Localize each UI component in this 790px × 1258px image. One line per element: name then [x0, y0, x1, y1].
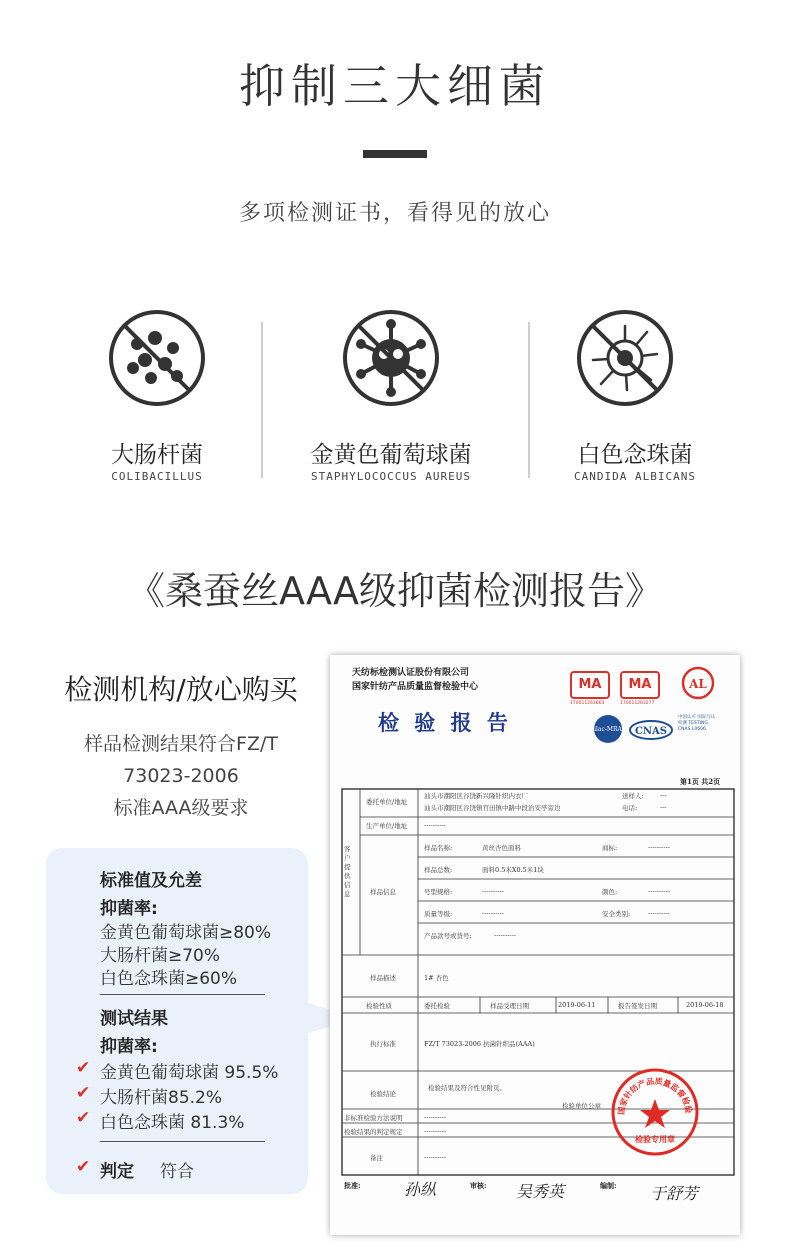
title-divider	[363, 150, 427, 158]
row-label: 执行标准	[370, 1040, 396, 1048]
desc-line: 73023-2006	[123, 765, 239, 787]
row-label: 生产单位/地址	[366, 822, 408, 830]
org-name: 天纺标检测认证股份有限公司	[352, 668, 470, 678]
desc-line: 样品检测结果符合FZ/T	[84, 733, 278, 755]
row-label: 颜色:	[602, 888, 618, 896]
bacteria-name-en: STAPHYLOCOCCUS AUREUS	[310, 470, 472, 483]
row-value: ----------	[424, 821, 446, 829]
row-label: 样品描述	[370, 974, 396, 982]
row-label: 报告签发日期	[618, 1002, 657, 1010]
std-item: 金黄色葡萄球菌≥80%	[100, 923, 272, 943]
page-info: 第1页 共2页	[680, 777, 721, 786]
cnas-logo-icon	[628, 719, 674, 741]
cma-logo-icon: MA	[570, 671, 610, 699]
bacteria-name-cn: 大肠杆菌	[111, 442, 203, 468]
cma-logo-icon: MA	[620, 671, 660, 699]
cal-logo-text: AL	[689, 677, 707, 691]
result-item: 白色念珠菌 81.3%	[100, 1113, 245, 1133]
check-icon: ✔	[76, 1108, 91, 1128]
verdict-value: 符合	[160, 1162, 194, 1182]
check-icon: ✔	[76, 1157, 91, 1177]
row-label: 备注	[370, 1154, 383, 1162]
row-value: ---	[660, 791, 667, 799]
row-value: ----------	[494, 931, 516, 939]
result-item: 金黄色葡萄球菌 95.5%	[100, 1063, 279, 1083]
bacteria-name-en: CANDIDA ALBICANS	[574, 470, 696, 483]
row-label: 送样人:	[622, 792, 644, 800]
left-panel-description	[36, 728, 326, 824]
row-value: 面料0.5米X0.5米1块	[482, 866, 544, 874]
row-label: 检验结论	[370, 1090, 396, 1098]
card-divider	[100, 994, 265, 995]
row-label: 电话:	[622, 804, 638, 812]
row-label: 检验性质	[366, 1002, 392, 1010]
cnas-logo-text: CNAS	[634, 726, 668, 737]
check-icon: ✔	[76, 1083, 91, 1103]
edit-signature: 于舒芳	[650, 1184, 699, 1203]
row-value: ----------	[482, 887, 504, 895]
result-heading: 测试结果	[100, 1009, 168, 1029]
page-title: 抑制三大细菌	[239, 59, 551, 113]
row-value: ----------	[648, 887, 670, 895]
ilac-logo-text: ilac-MRA	[594, 726, 622, 733]
row-value: 委托检验	[424, 1002, 450, 1010]
result-card	[46, 848, 308, 1194]
row-value: 检验结果及符合性见附页。	[428, 1084, 506, 1092]
row-value: ----------	[482, 909, 504, 917]
approve-signature: 孙纵	[404, 1180, 437, 1199]
org-name: 国家针纺产品质量监督检验中心	[352, 682, 479, 692]
crossed-dots-bacteria-icon	[107, 308, 207, 408]
row-value: 2019-06-11	[558, 1001, 596, 1009]
row-label: 产品款号或货号:	[424, 932, 472, 940]
row-label: 号型规格:	[424, 888, 453, 896]
stamp-arc-text: 国家针纺产品质量监督检验	[615, 1075, 695, 1116]
stamp-bottom-text: 检验专用章	[635, 1134, 675, 1144]
side-label: 客户提供信息	[344, 845, 351, 898]
row-value: FZ/T 73023-2006 抗菌针织品(AAA)	[424, 1040, 535, 1048]
row-label: 委托单位/地址	[366, 798, 408, 806]
left-panel-title: 检测机构/放心购买	[64, 673, 298, 706]
cma-code: 170011263277	[620, 701, 655, 706]
row-label: 质量等级:	[424, 910, 453, 918]
row-label: 样品名称:	[424, 844, 453, 852]
report-title: 《桑蚕丝AAA级抑菌检测报告》	[126, 569, 664, 613]
cnas-note: 中国认可 国际互认 检测 TESTING CNAS L0606	[678, 715, 716, 732]
edit-label: 编制:	[600, 1181, 617, 1190]
row-label: 检验结果的判定规定	[344, 1128, 403, 1136]
verdict-label: 判定	[100, 1162, 134, 1182]
result-sub: 抑菌率:	[100, 1037, 158, 1057]
std-item: 白色念珠菌≥60%	[100, 969, 238, 989]
row-value: 黄丝杏色面料	[482, 844, 521, 852]
row-value: 汕头市潮阳区谷饶新兴隆针织内衣厂	[424, 792, 528, 800]
row-value: ---	[660, 803, 667, 811]
row-value: ----------	[424, 1127, 446, 1135]
row-label: 商标:	[602, 844, 618, 852]
inspection-report-document	[330, 655, 740, 1235]
row-label: 样品受理日期	[490, 1002, 529, 1010]
row-value: ----------	[648, 909, 670, 917]
card-divider	[100, 1141, 265, 1142]
review-label: 审核:	[470, 1181, 487, 1190]
cma-code: 170011263663	[570, 701, 605, 706]
row-label: 安全类别:	[602, 910, 631, 918]
row-label: 样品总数:	[424, 866, 453, 874]
ilac-mra-logo-icon	[592, 713, 624, 745]
approve-label: 批准:	[344, 1181, 361, 1190]
std-sub: 抑菌率:	[100, 899, 158, 919]
official-red-stamp-icon	[610, 1067, 700, 1157]
crossed-virus-icon	[341, 308, 441, 408]
row-label: 非标准检验方法说明	[344, 1114, 403, 1122]
row-value: ----------	[424, 1113, 446, 1121]
std-heading: 标准值及允差	[100, 871, 202, 891]
page-subtitle: 多项检测证书，看得见的放心	[238, 201, 551, 226]
review-signature: 吴秀英	[516, 1182, 565, 1201]
report-heading: 检 验 报 告	[378, 710, 512, 735]
std-item: 大肠杆菌≥70%	[100, 946, 221, 966]
stamp-note: 检验单位公章	[562, 1102, 601, 1110]
row-value: 1# 杏色	[424, 974, 449, 982]
bacteria-name-en: COLIBACILLUS	[111, 470, 203, 483]
check-icon: ✔	[76, 1058, 91, 1078]
crossed-fungus-icon	[575, 308, 675, 408]
desc-line: 标准AAA级要求	[113, 797, 249, 819]
row-value: 汕头市潮阳区谷饶镇官田镇中路中段治安亭旁边	[424, 804, 561, 812]
row-value: ----------	[424, 1153, 446, 1161]
cal-logo-icon	[680, 665, 716, 701]
bacteria-name-cn: 白色念珠菌	[577, 442, 693, 468]
bacteria-name-cn: 金黄色葡萄球菌	[310, 442, 472, 468]
row-value: 2019-06-18	[686, 1001, 724, 1009]
row-value: ----------	[648, 843, 670, 851]
row-label: 样品信息	[370, 888, 396, 896]
result-item: 大肠杆菌85.2%	[100, 1088, 223, 1108]
